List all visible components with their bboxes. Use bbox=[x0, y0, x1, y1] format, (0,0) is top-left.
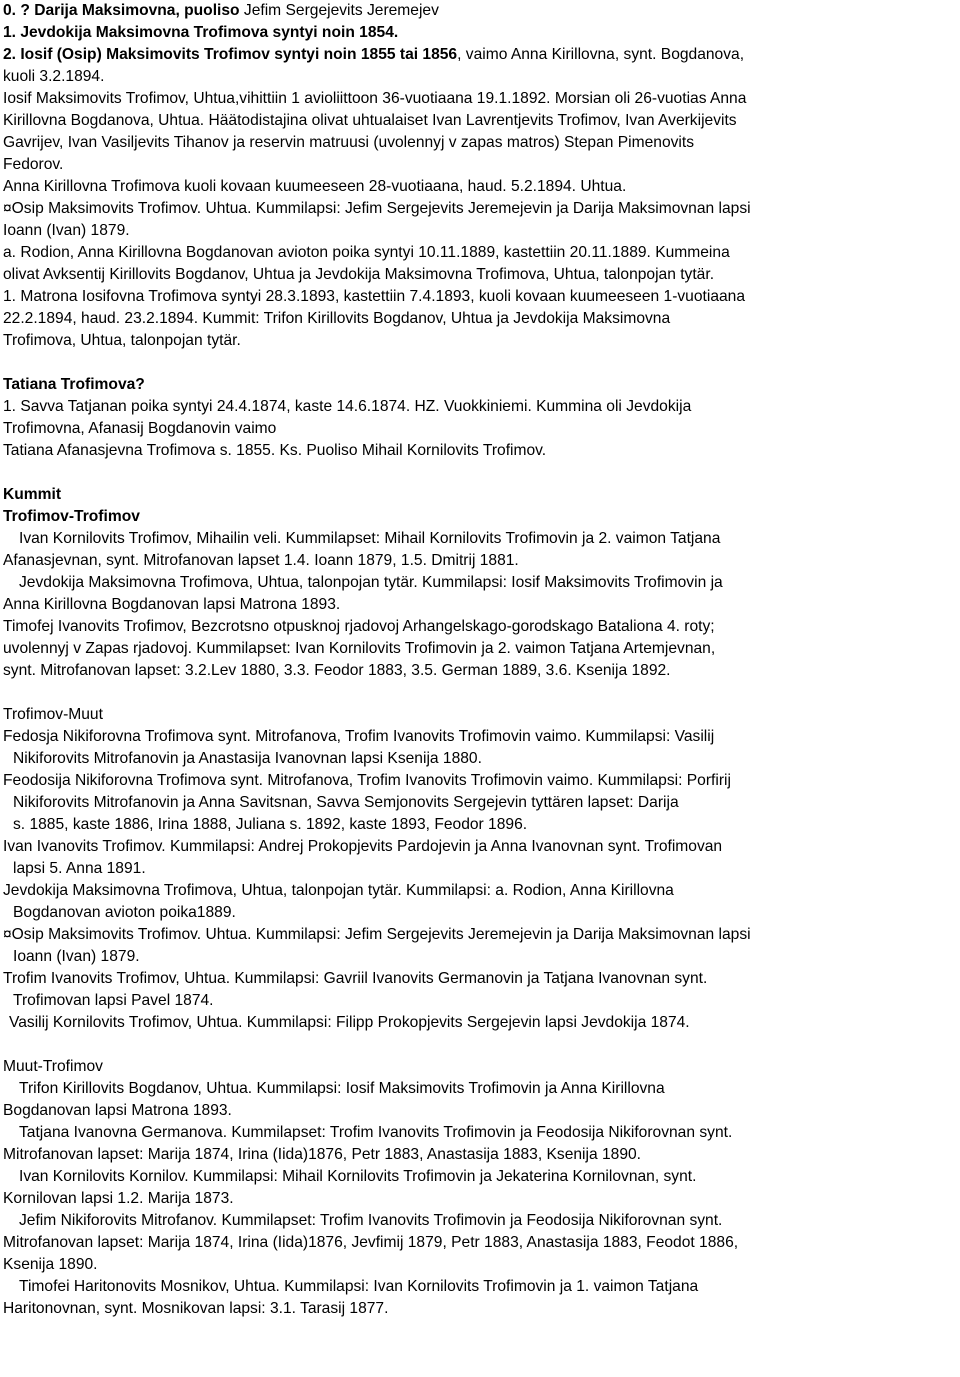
text-line: Gavrijev, Ivan Vasiljevits Tihanov ja reservin matruusi (uvolennyj v zapas matros) Stepan Pimenovits bbox=[3, 134, 695, 151]
text-line: 1. Jevdokija Maksimovna Trofimova syntyi noin 1854. bbox=[3, 24, 399, 41]
text-line: Bogdanovan avioton poika1889. bbox=[13, 904, 236, 921]
text-line: Tatjana Ivanovna Germanova. Kummilapset: Trofim Ivanovits Trofimovin ja Feodosija Nikiforovnan synt. bbox=[19, 1124, 733, 1141]
text-line: Ivan Ivanovits Trofimov. Kummilapsi: Andrej Prokopjevits Pardojevin ja Anna Ivanovnan synt. Trofimovan bbox=[3, 838, 723, 855]
text-line: Anna Kirillovna Trofimova kuoli kovaan kuumeeseen 28-vuotiaana, haud. 5.2.1894. Uhtua. bbox=[3, 178, 627, 195]
text-line: Fedosja Nikiforovna Trofimova synt. Mitrofanova, Trofim Ivanovits Trofimovin vaimo. Kummilapsi: Vasilij bbox=[3, 728, 715, 745]
text-line: s. 1885, kaste 1886, Irina 1888, Juliana s. 1892, kaste 1893, Feodor 1896. bbox=[13, 816, 528, 833]
text-line: Ksenija 1890. bbox=[3, 1256, 98, 1273]
text-line: 22.2.1894, haud. 23.2.1894. Kummit: Trifon Kirillovits Bogdanov, Uhtua ja Jevdokija Maksimovna bbox=[3, 310, 671, 327]
text-line: olivat Avksentij Kirillovits Bogdanov, Uhtua ja Jevdokija Maksimovna Trofimova, Uhtua, talonpojan tytär. bbox=[3, 266, 715, 283]
text-line: Tatiana Afanasjevna Trofimova s. 1855. Ks. Puoliso Mihail Kornilovits Trofimov. bbox=[3, 442, 547, 459]
text-line: Ivan Kornilovits Kornilov. Kummilapsi: Mihail Kornilovits Trofimovin ja Jekaterina Kornilovnan, synt. bbox=[19, 1168, 697, 1185]
text-line: Iosif Maksimovits Trofimov, Uhtua,vihittiin 1 avioliittoon 36-vuotiaana 19.1.1892. Morsian oli 26-vuotias Anna bbox=[3, 90, 747, 107]
text-line: Afanasjevnan, synt. Mitrofanovan lapset 1.4. Ioann 1879, 1.5. Dmitrij 1881. bbox=[3, 552, 519, 569]
text-line: Ioann (Ivan) 1879. bbox=[13, 948, 140, 965]
text-run: Kirillovna Bogdanova, Uhtua. bbox=[3, 112, 205, 129]
bold-text: 2. Iosif (Osip) Maksimovits Trofimov syntyi noin 1855 tai 1856 bbox=[3, 46, 458, 63]
text-line: Timofei Haritonovits Mosnikov, Uhtua. Kummilapsi: Ivan Kornilovits Trofimovin ja 1. vaimon Tatjana bbox=[19, 1278, 699, 1295]
text-line bbox=[3, 110, 737, 131]
text-line bbox=[3, 0, 439, 21]
text-line: Mitrofanovan lapset: Marija 1874, Irina (Iida)1876, Petr 1883, Anastasija 1883, Ksenija 1890. bbox=[3, 1146, 642, 1163]
section-heading: Tatiana Trofimova? bbox=[3, 376, 145, 393]
text-line: Jefim Nikiforovits Mitrofanov. Kummilapset: Trofim Ivanovits Trofimovin ja Feodosija Nikiforovnan synt. bbox=[19, 1212, 723, 1229]
text-line: 1. Matrona Iosifovna Trofimova syntyi 28.3.1893, kastettiin 7.4.1893, kuoli kovaan kuumeeseen 1-vuotiaana bbox=[3, 288, 746, 305]
section-heading: Trofimov-Trofimov bbox=[3, 508, 140, 525]
text-line: Kornilovan lapsi 1.2. Marija 1873. bbox=[3, 1190, 234, 1207]
text-line: Ioann (Ivan) 1879. bbox=[3, 222, 130, 239]
text-line: synt. Mitrofanovan lapset: 3.2.Lev 1880, 3.3. Feodor 1883, 3.5. German 1889, 3.6. Ksenija 1892. bbox=[3, 662, 671, 679]
text-line: Trifon Kirillovits Bogdanov, Uhtua. Kummilapsi: Iosif Maksimovits Trofimovin ja Anna Kirillovna bbox=[19, 1080, 665, 1097]
text-line: uvolennyj v Zapas rjadovoj. Kummilapset: Ivan Kornilovits Trofimovin ja 2. vaimon Tatjana Artemjevnan, bbox=[3, 640, 716, 657]
text-line: Timofej Ivanovits Trofimov, Bezcrotsno otpusknoj rjadovoj Arhangelskago-gorodskago Bataliona 4. roty; bbox=[3, 618, 715, 635]
text-run: Jefim Sergejevits Jeremejev bbox=[239, 2, 439, 19]
text-line: Haritonovnan, synt. Mosnikovan lapsi: 3.1. Tarasij 1877. bbox=[3, 1300, 389, 1317]
text-line: Nikiforovits Mitrofanovin ja Anastasija Ivanovnan lapsi Ksenija 1880. bbox=[13, 750, 482, 767]
text-run: Häätodistajina olivat uhtualaiset Ivan Lavrentjevits Trofimov, Ivan Averkijevits bbox=[204, 112, 737, 129]
text-line: Jevdokija Maksimovna Trofimova, Uhtua, talonpojan tytär. Kummilapsi: a. Rodion, Anna Kirillovna bbox=[3, 882, 674, 899]
text-line: Fedorov. bbox=[3, 156, 64, 173]
text-line: Anna Kirillovna Bogdanovan lapsi Matrona 1893. bbox=[3, 596, 341, 613]
text-run: , vaimo Anna Kirillovna, synt. Bogdanova, bbox=[457, 46, 745, 63]
text-line: lapsi 5. Anna 1891. bbox=[13, 860, 146, 877]
text-line: Nikiforovits Mitrofanovin ja Anna Savitsnan, Savva Semjonovits Sergejevin tyttären lapset: Darija bbox=[13, 794, 679, 811]
text-line: 1. Savva Tatjanan poika syntyi 24.4.1874, kaste 14.6.1874. HZ. Vuokkiniemi. Kummina oli Jevdokija bbox=[3, 398, 692, 415]
section-heading: Muut-Trofimov bbox=[3, 1058, 103, 1075]
text-line: Bogdanovan lapsi Matrona 1893. bbox=[3, 1102, 232, 1119]
text-line: Vasilij Kornilovits Trofimov, Uhtua. Kummilapsi: Filipp Prokopjevits Sergejevin lapsi Jevdokija 1874. bbox=[9, 1014, 690, 1031]
section-heading: Trofimov-Muut bbox=[3, 706, 103, 723]
text-line: Trofimovna, Afanasij Bogdanovin vaimo bbox=[3, 420, 277, 437]
text-line: kuoli 3.2.1894. bbox=[3, 68, 105, 85]
section-heading: Kummit bbox=[3, 486, 62, 503]
bold-text: 0. ? Darija Maksimovna, puoliso bbox=[3, 2, 240, 19]
text-line: Mitrofanovan lapset: Marija 1874, Irina (Iida)1876, Jevfimij 1879, Petr 1883, Anastasija 1883, Feodot 1886, bbox=[3, 1234, 739, 1251]
text-line: Jevdokija Maksimovna Trofimova, Uhtua, talonpojan tytär. Kummilapsi: Iosif Maksimovits Trofimovin ja bbox=[19, 574, 723, 591]
text-line: Ivan Kornilovits Trofimov, Mihailin veli. Kummilapset: Mihail Kornilovits Trofimovin ja 2. vaimon Tatjana bbox=[19, 530, 721, 547]
text-line: ¤Osip Maksimovits Trofimov. Uhtua. Kummilapsi: Jefim Sergejevits Jeremejevin ja Darija Maksimovnan lapsi bbox=[3, 200, 751, 217]
text-line: Trofimovan lapsi Pavel 1874. bbox=[13, 992, 214, 1009]
text-line bbox=[3, 44, 744, 65]
text-line: ¤Osip Maksimovits Trofimov. Uhtua. Kummilapsi: Jefim Sergejevits Jeremejevin ja Darija Maksimovnan lapsi bbox=[3, 926, 751, 943]
text-line: a. Rodion, Anna Kirillovna Bogdanovan avioton poika syntyi 10.11.1889, kastettiin 20.11.1889. Kummeina bbox=[3, 244, 730, 261]
text-line: Feodosija Nikiforovna Trofimova synt. Mitrofanova, Trofim Ivanovits Trofimovin vaimo. Kummilapsi: Porfirij bbox=[3, 772, 731, 789]
text-line: Trofim Ivanovits Trofimov, Uhtua. Kummilapsi: Gavriil Ivanovits Germanovin ja Tatjana Ivanovnan synt. bbox=[3, 970, 708, 987]
text-line: Trofimova, Uhtua, talonpojan tytär. bbox=[3, 332, 241, 349]
